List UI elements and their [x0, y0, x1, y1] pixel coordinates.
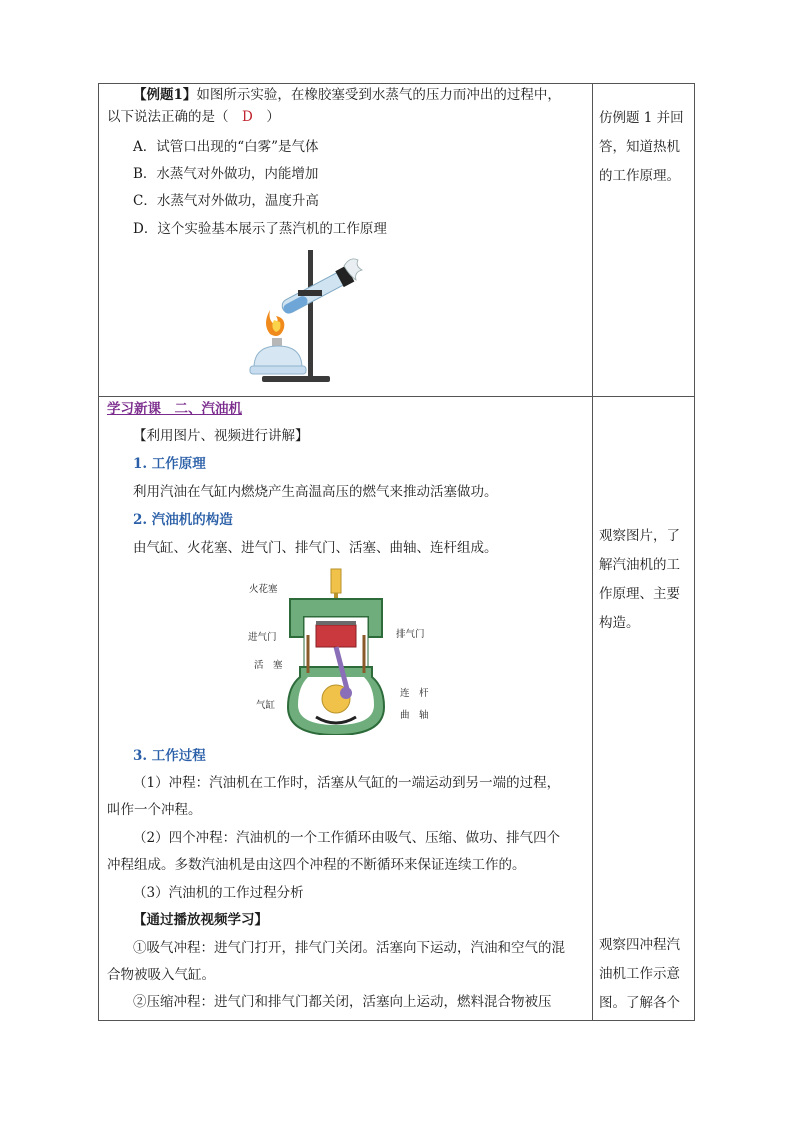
example-answer: D: [242, 109, 253, 125]
principle-text: 利用汽油在气缸内燃烧产生高温高压的燃气来推动活塞做功。: [133, 484, 498, 500]
structure-side-note: 观察图片，了解汽油机的工作原理、主要构造。: [599, 528, 680, 631]
label-connecting-rod: 连 杆: [400, 688, 429, 699]
section-heading: 学习新课 二、汽油机: [107, 401, 242, 417]
heading-principle: 1. 工作原理: [133, 456, 206, 472]
process-side-note: 观察四冲程汽油机工作示意图。了解各个: [599, 937, 680, 1011]
process-analysis: （3）汽油机的工作过程分析: [133, 885, 304, 901]
example-question-line2: 以下说法正确的是（ D ）: [107, 109, 280, 125]
label-crankshaft: 曲 轴: [400, 710, 429, 721]
example-side-note: 仿例题 1 并回答，知道热机的工作原理。: [599, 110, 684, 184]
stroke-def-line2: 叫作一个冲程。: [107, 802, 202, 818]
four-stroke-line2: 冲程组成。多数汽油机是由这四个冲程的不断循环来保证连续工作的。: [107, 857, 526, 873]
option-a: A．试管口出现的“白雾”是气体: [133, 139, 319, 155]
label-exhaust-valve: 排气门: [396, 629, 425, 640]
video-note: 【通过播放视频学习】: [133, 912, 268, 928]
heading-structure: 2. 汽油机的构造: [133, 512, 233, 528]
four-stroke-line1: （2）四个冲程：汽油机的一个工作循环由吸气、压缩、做功、排气四个: [133, 830, 561, 846]
stroke-def-line1: （1）冲程：汽油机在工作时，活塞从气缸的一端运动到另一端的过程，: [133, 775, 561, 791]
label-cylinder: 气缸: [256, 700, 276, 711]
intake-stroke-line2: 合物被吸入气缸。: [107, 967, 215, 983]
row-divider: [98, 396, 695, 397]
method-note: 【利用图片、视频进行讲解】: [133, 428, 309, 444]
option-c: C．水蒸气对外做功，温度升高: [133, 193, 319, 209]
example-question-line1: 【例题1】如图所示实验，在橡胶塞受到水蒸气的压力而冲出的过程中，: [133, 87, 561, 103]
label-intake-valve: 进气门: [248, 632, 277, 643]
gasoline-engine-diagram: [286, 565, 401, 735]
option-d: D．这个实验基本展示了蒸汽机的工作原理: [133, 221, 387, 237]
label-piston: 活 塞: [254, 660, 283, 671]
column-divider: [592, 83, 593, 1021]
compression-stroke-line1: ②压缩冲程：进气门和排气门都关闭，活塞向上运动，燃料混合物被压: [133, 994, 552, 1010]
intake-stroke-line1: ①吸气冲程：进气门打开，排气门关闭。活塞向下运动，汽油和空气的混: [133, 940, 565, 956]
label-spark-plug: 火花塞: [249, 584, 278, 595]
steam-experiment-illustration: [240, 246, 370, 386]
heading-working-process: 3. 工作过程: [133, 748, 206, 764]
option-b: B．水蒸气对外做功，内能增加: [133, 166, 319, 182]
structure-text: 由气缸、火花塞、进气门、排气门、活塞、曲轴、连杆组成。: [133, 540, 498, 556]
